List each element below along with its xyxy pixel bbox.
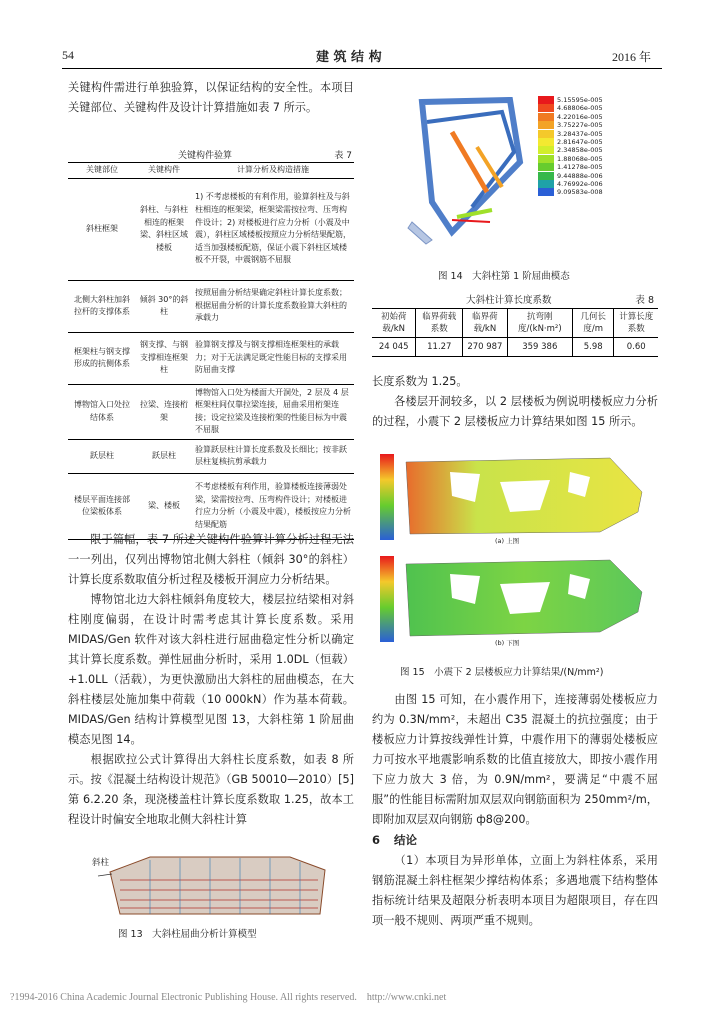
- legend-swatch: [538, 155, 554, 163]
- legend-value: 4.22016e-005: [557, 112, 603, 121]
- legend-value: 4.76992e-006: [557, 180, 603, 189]
- right-paragraph-3: 由图 15 可知，在小震作用下，连接薄弱处楼板应力约为 0.3N/mm²，未超出 C35 混凝土的抗拉强度；由于楼板应力计算按线弹性计算，中震作用下的薄弱处楼板应力可按水平地震影响系数的比值直接放大，即按小震作用下应力放大 3 倍，为 0.9N/mm²，要满足“中震不屈服”的性能目标需附加双层双向钢筋面积为 250mm²/m，即附加双层双向钢筋 ф8@200。: [372, 693, 658, 826]
- figure14-image: [392, 92, 660, 258]
- figure14-caption: 图 14 大斜柱第 1 阶屈曲模态: [438, 271, 570, 282]
- legend-swatch: [538, 188, 554, 196]
- table8-header: 抗弯刚度/(kN·m²): [507, 309, 572, 338]
- legend-entry: [538, 113, 603, 121]
- legend-swatch: [538, 172, 554, 180]
- table7-cell: 跃层柱: [68, 439, 136, 473]
- diagonal-column-label: 斜柱: [92, 858, 110, 868]
- table8-grid: [372, 308, 658, 357]
- page-number: 54: [62, 48, 74, 62]
- table7-cell: 倾斜 30°的斜柱: [136, 280, 192, 332]
- table7-cell: 楼层平面连接部位梁板体系: [68, 473, 136, 539]
- legend-swatch: [538, 130, 554, 138]
- table8-cell: 11.27: [416, 338, 463, 357]
- table8-cell: 0.60: [614, 338, 658, 357]
- table7-header: 计算分析及构造措施: [192, 163, 354, 179]
- table8-cell: 270 987: [463, 338, 507, 357]
- table7-cell: 1) 不考虑楼板的有利作用，验算斜柱及与斜柱相连的框架梁，框架梁需按拉弯、压弯构件设计；2) 对楼板进行应力分析（小震及中震），斜柱区域楼板按照应力分析结果配筋，适当加强楼板配筋，保证小震下斜柱区域楼板不开裂，中震钢筋不屈服: [192, 178, 354, 280]
- table8-header: 临界荷载/kN: [463, 309, 507, 338]
- table7-header: 关键部位: [68, 163, 136, 179]
- table8-header: 初始荷载/kN: [372, 309, 416, 338]
- table8-header: 几何长度/m: [573, 309, 614, 338]
- table7-cell: 斜柱、与斜柱相连的框架梁、斜柱区域楼板: [136, 178, 192, 280]
- section-title: 结论: [394, 833, 417, 847]
- legend-entry: [538, 155, 603, 163]
- journal-name: 建 筑 结 构: [316, 50, 382, 65]
- figure13-caption: 图 13 大斜柱屈曲分析计算模型: [118, 929, 257, 940]
- legend-value: 4.68806e-005: [557, 104, 603, 113]
- legend-swatch: [538, 104, 554, 112]
- right-paragraph-2: 各楼层开洞较多，以 2 层楼板为例说明楼板应力分析的过程，小震下 2 层楼板应力计算结果如图 15 所示。: [372, 395, 658, 428]
- table7-cell: 梁、楼板: [136, 473, 192, 539]
- legend-swatch: [538, 96, 554, 104]
- legend-value: 5.15595e-005: [557, 96, 603, 104]
- table8-header: 临界荷载系数: [416, 309, 463, 338]
- legend-swatch: [538, 146, 554, 154]
- table7-cell: 跃层柱: [136, 439, 192, 473]
- legend-swatch: [538, 121, 554, 129]
- year: 2016 年: [612, 50, 652, 64]
- legend-swatch: [538, 113, 554, 121]
- legend-swatch: [538, 180, 554, 188]
- legend-value: 1.88068e-005: [557, 154, 603, 163]
- table7-label: 表 7: [334, 151, 352, 161]
- left-paragraph-1: 关键构件需进行单独验算，以保证结构的安全性。本项目关键部位、关键构件及设计计算措施如表 7 所示。: [68, 81, 354, 114]
- table7-header: 关键构件: [136, 163, 192, 179]
- table8: [372, 292, 658, 357]
- table7-cell: 按照屈曲分析结果确定斜柱计算长度系数；根据屈曲分析的计算长度系数验算大斜柱的承载力: [192, 280, 354, 332]
- legend-entry: [538, 163, 603, 171]
- legend-entry: [538, 146, 603, 154]
- table7-title: 关键构件验算: [178, 151, 233, 161]
- table7-cell: 博物馆入口处拉结体系: [68, 384, 136, 439]
- legend-entry: [538, 130, 603, 138]
- table7-cell: 钢支撑、与钢支撑相连框架柱: [136, 332, 192, 384]
- table8-title: 大斜柱计算长度系数: [466, 295, 552, 306]
- section-heading: [372, 830, 658, 851]
- figure15a-label: (a) 上图: [495, 537, 520, 545]
- table8-cell: 359 386: [507, 338, 572, 357]
- legend-value: 3.75227e-005: [557, 121, 603, 130]
- right-paragraph-1: 长度系数为 1.25。: [372, 375, 468, 388]
- figure14-legend: [538, 96, 603, 197]
- table7-cell: 验算跃层柱计算长度系数及长细比；按非跃层柱复核抗剪承载力: [192, 439, 354, 473]
- table8-cell: 5.98: [573, 338, 614, 357]
- table8-cell: 24 045: [372, 338, 416, 357]
- table7-cell: 斜柱框架: [68, 178, 136, 280]
- table8-label: 表 8: [635, 295, 654, 306]
- table7: [68, 148, 354, 540]
- left-paragraph-2: 限于篇幅，表 7 所述关键构件验算计算分析过程无法一一列出，仅列出博物馆北侧大斜柱（倾斜 30°的斜柱）计算长度系数取值分析过程及楼板开洞应力分析结果。: [68, 533, 354, 586]
- figure13-image: [90, 852, 330, 922]
- legend-entry: [538, 121, 603, 129]
- left-paragraph-3: 博物馆北边大斜柱倾斜角度较大，楼层拉结梁相对斜柱刚度偏弱，在设计时需考虑其计算长度系数。采用 MIDAS/Gen 软件对该大斜柱进行屈曲稳定性分析以确定其计算长度系数。弹性屈曲分析时，采用 1.0DL（恒载）+1.0LL（活载），为更快激励出大斜柱的屈曲模态，在大斜柱楼层处施加集中荷载（10 000kN）作为基本荷载。MIDAS/Gen 结构计算模型见图 13，大斜柱第 1 阶屈曲模态见图 14。: [68, 593, 354, 746]
- legend-value: 2.34858e-005: [557, 146, 603, 155]
- legend-value: 3.28437e-005: [557, 129, 603, 138]
- legend-entry: [538, 104, 603, 112]
- table7-cell: 不考虑楼板有利作用，验算楼板连接薄弱处梁，梁需按拉弯、压弯构件设计；对楼板进行应力分析（小震及中震），楼板按应力分析结果配筋: [192, 473, 354, 539]
- table7-cell: 北侧大斜柱加斜拉杆的支撑体系: [68, 280, 136, 332]
- figure15-caption: 图 15 小震下 2 层楼板应力计算结果/(N/mm²): [400, 667, 604, 678]
- legend-value: 1.41278e-005: [557, 163, 603, 172]
- left-text-block: [68, 530, 354, 830]
- legend-entry: [538, 96, 603, 104]
- copyright-footer: ?1994-2016 China Academic Journal Electronic Publishing House. All rights reserved. http://www.cnki.net: [10, 992, 447, 1003]
- figure15b-label: (b) 下图: [495, 639, 520, 647]
- legend-swatch: [538, 163, 554, 171]
- legend-value: 9.09583e-008: [557, 188, 603, 197]
- legend-entry: [538, 172, 603, 180]
- table7-cell: 拉梁、连接桁架: [136, 384, 192, 439]
- right-text-block: [372, 690, 658, 931]
- right-paragraph-4: （1）本项目为异形单体，立面上为斜柱体系，采用钢筋混凝土斜柱框架少撑结构体系；多遇地震下结构整体指标统计结果及超限分析表明本项目为超限项目，存在四项一般不规则、两项严重不规则。: [372, 854, 658, 927]
- legend-value: 9.44888e-006: [557, 171, 603, 180]
- legend-entry: [538, 138, 603, 146]
- table7-cell: 验算钢支撑及与钢支撑相连框架柱的承载力；对于无法满足既定性能目标的支撑采用防屈曲支撑: [192, 332, 354, 384]
- legend-value: 2.81647e-005: [557, 138, 603, 147]
- table7-cell: 博物馆入口处为楼面大开洞处，2 层及 4 层框架柱间仅靠拉梁连接，屈曲采用桁架连接；设定拉梁及连接桁架的性能目标为中震不屈服: [192, 384, 354, 439]
- header-rule: [62, 68, 662, 69]
- table7-cell: 框架柱与钢支撑形成的抗侧体系: [68, 332, 136, 384]
- figure15-image: [380, 452, 652, 652]
- legend-entry: [538, 188, 603, 196]
- slab-stress-drawing: [380, 452, 652, 652]
- buckling-model-drawing: [90, 852, 330, 922]
- legend-swatch: [538, 138, 554, 146]
- table8-header: 计算长度系数: [614, 309, 658, 338]
- buckling-mode-drawing: [392, 92, 542, 258]
- legend-entry: [538, 180, 603, 188]
- left-paragraph-4: 根据欧拉公式计算得出大斜柱长度系数，如表 8 所示。按《混凝土结构设计规范》（GB 50010—2010）[5]第 6.2.20 条，现浇楼盖柱计算长度系数取 1.25，故本工程设计时偏安全地取北侧大斜柱计算: [68, 753, 354, 826]
- table7-grid: [68, 162, 354, 540]
- section-number: 6: [372, 833, 381, 847]
